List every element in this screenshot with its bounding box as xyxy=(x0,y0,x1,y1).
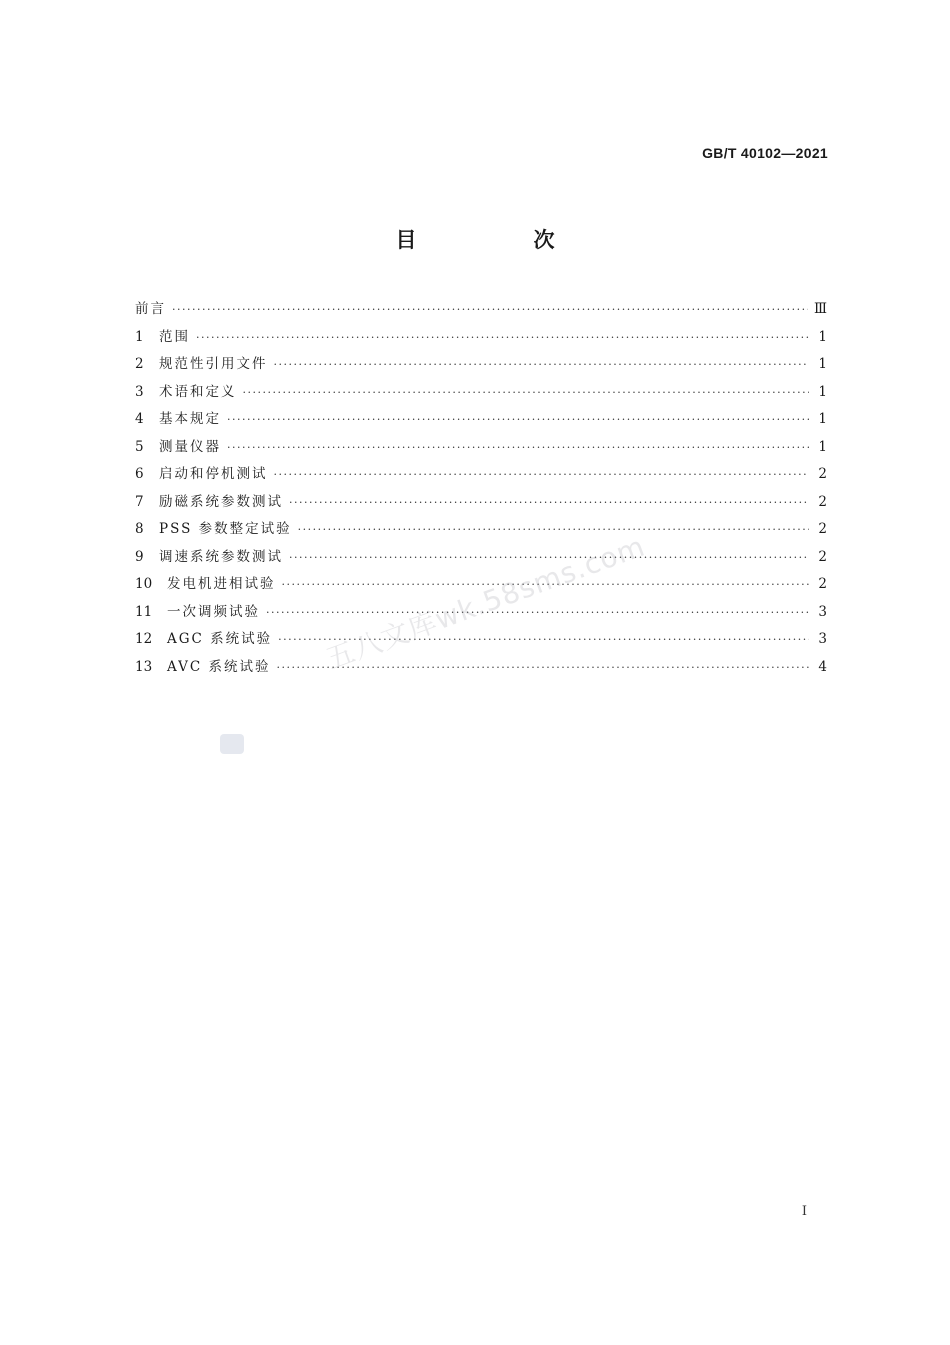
toc-entry-page: 3 xyxy=(818,631,827,647)
toc-entry-label: 调速系统参数测试 xyxy=(159,548,283,565)
toc-entry-label: 基本规定 xyxy=(159,411,221,427)
toc-entry-label: 一次调频试验 xyxy=(167,603,260,620)
toc-entry-page: 1 xyxy=(818,328,827,345)
toc-leader-dots xyxy=(227,406,809,434)
toc-entry-page: 1 xyxy=(818,383,827,400)
toc-leader-dots xyxy=(298,516,809,544)
toc-entry-number: 4 xyxy=(135,411,144,427)
toc-entry-page: 4 xyxy=(818,658,827,675)
toc-leader-dots xyxy=(274,461,810,489)
toc-leader-dots xyxy=(196,324,809,352)
toc-leader-dots xyxy=(172,296,808,324)
toc-entry-label: 发电机进相试验 xyxy=(167,576,276,592)
toc-entry-label: AGC 系统试验 xyxy=(167,631,273,647)
toc-entry-page: 2 xyxy=(818,466,827,482)
toc-entry-7[interactable] xyxy=(135,489,827,517)
toc-entry-number: 7 xyxy=(135,493,144,510)
toc-entry-page: 2 xyxy=(818,548,827,565)
toc-entry-number: 5 xyxy=(135,438,144,455)
toc-entry-1[interactable] xyxy=(135,324,827,352)
toc-entry-5[interactable] xyxy=(135,434,827,462)
toc-entry-8[interactable] xyxy=(135,516,827,544)
toc-entry-3[interactable] xyxy=(135,379,827,407)
toc-leader-dots xyxy=(227,434,809,462)
toc-entry-page: 1 xyxy=(818,356,827,372)
standard-code: GB/T 40102—2021 xyxy=(702,145,828,161)
toc-entry-number: 6 xyxy=(135,466,144,482)
toc-entry-label: 术语和定义 xyxy=(159,383,237,400)
toc-entry-page: 2 xyxy=(818,521,827,537)
toc-entry-label: AVC 系统试验 xyxy=(167,658,271,675)
watermark-text: 五八文库wk.58sms.com xyxy=(321,529,650,676)
page-title: 目 次 xyxy=(395,228,603,252)
toc-entry-6[interactable] xyxy=(135,461,827,489)
toc-entry-number: 11 xyxy=(135,603,153,620)
toc-entry-number: 10 xyxy=(135,576,153,592)
faint-logo-icon xyxy=(220,734,244,754)
toc-entry-foreword[interactable] xyxy=(135,296,827,324)
toc-entry-13[interactable] xyxy=(135,654,827,682)
toc-entry-label: 测量仪器 xyxy=(159,438,221,455)
toc-entry-label: 规范性引用文件 xyxy=(159,356,268,372)
toc-entry-label: 励磁系统参数测试 xyxy=(159,493,283,510)
toc-entry-4[interactable] xyxy=(135,406,827,434)
toc-entry-label: 启动和停机测试 xyxy=(159,466,268,482)
toc-entry-number: 8 xyxy=(135,521,144,537)
toc-leader-dots xyxy=(289,489,809,517)
toc-entry-page: 2 xyxy=(818,576,827,592)
toc-entry-page: 3 xyxy=(818,603,827,620)
toc-entry-page: 1 xyxy=(818,411,827,427)
toc-leader-dots xyxy=(243,379,810,407)
toc-entry-page: 2 xyxy=(818,493,827,510)
toc-entry-number: 2 xyxy=(135,356,144,372)
toc-entry-number: 3 xyxy=(135,383,144,400)
toc-entry-label: 前言 xyxy=(135,301,166,317)
toc-entry-label: 范围 xyxy=(159,328,190,345)
toc-entry-number: 12 xyxy=(135,631,153,647)
toc-entry-number: 9 xyxy=(135,548,144,565)
toc-entry-label: PSS 参数整定试验 xyxy=(159,521,292,537)
toc-entry-12[interactable] xyxy=(135,626,827,654)
toc-leader-dots xyxy=(274,351,810,379)
toc-entry-2[interactable] xyxy=(135,351,827,379)
page-number: I xyxy=(801,1204,807,1219)
toc-entry-number: 13 xyxy=(135,658,153,675)
toc-entry-page: 1 xyxy=(818,438,827,455)
toc-entry-page: Ⅲ xyxy=(813,301,827,317)
toc-entry-9[interactable] xyxy=(135,544,827,572)
toc-entry-number: 1 xyxy=(135,328,144,345)
